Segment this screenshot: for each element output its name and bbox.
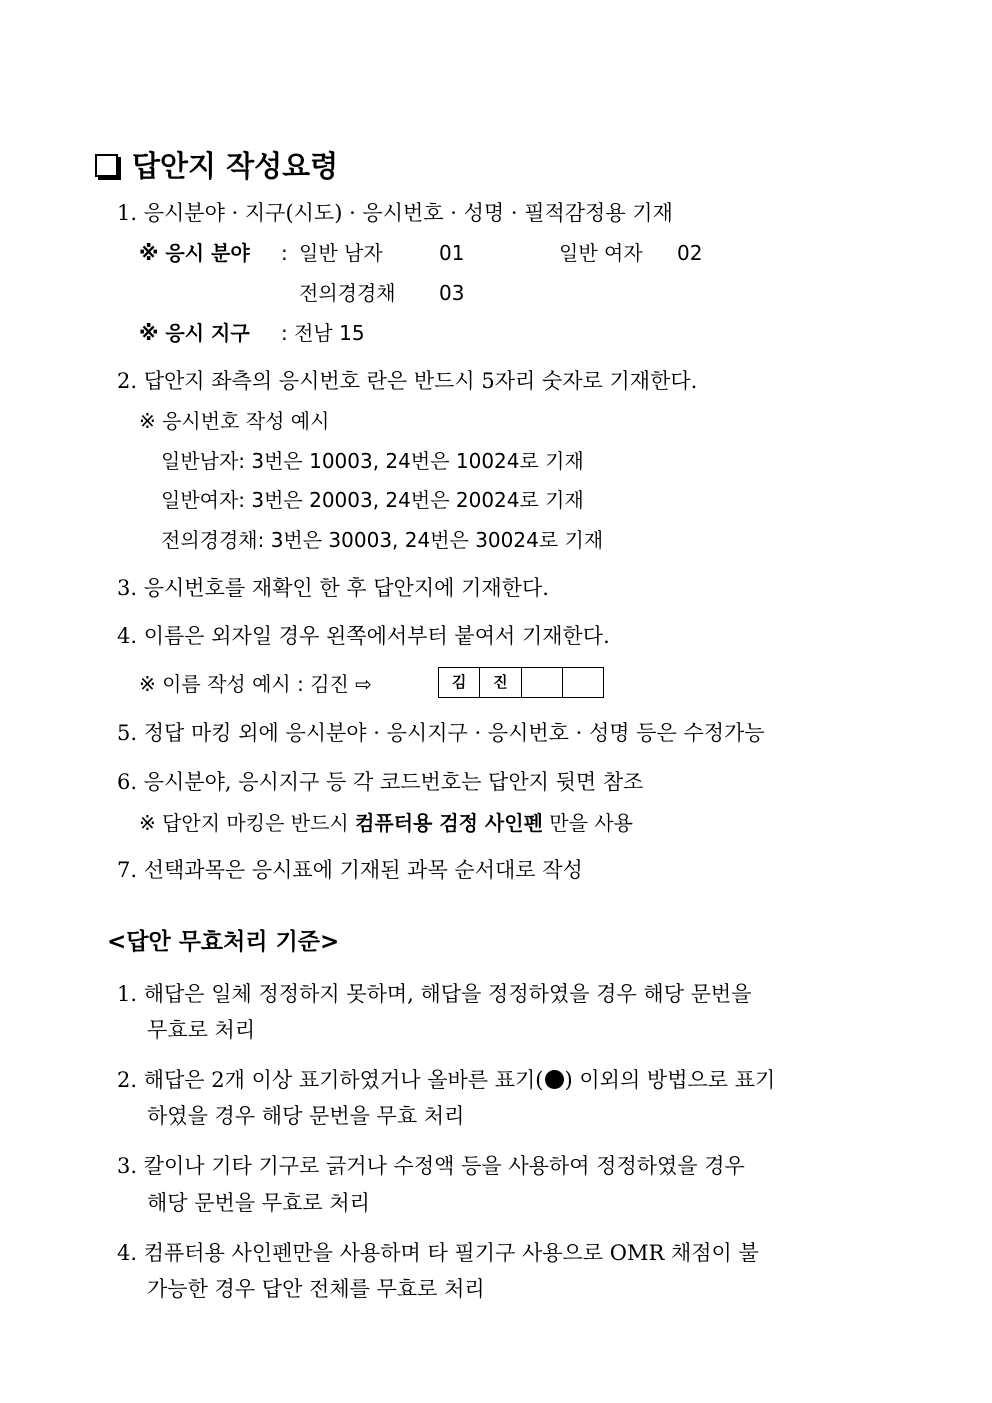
field-label: ※ 응시 분야 <box>139 241 250 265</box>
section-title: 답안지 작성요령 <box>132 149 339 183</box>
rule-1-line-1: 1. 해답은 일체 정정하지 못하며, 해답을 정정하였을 경우 해당 문번을 <box>117 982 752 1006</box>
note-suffix: 만을 사용 <box>549 811 633 835</box>
section-heading <box>95 146 338 186</box>
rule-3-line-1: 3. 칼이나 기타 기구로 긁거나 수정액 등을 사용하여 정정하였을 경우 <box>117 1154 745 1178</box>
rule-2-line-2: 하였을 경우 해당 문번을 무효 처리 <box>147 1104 465 1128</box>
rule-1-line-2: 무효로 처리 <box>147 1018 256 1042</box>
item-2-note: ※ 응시번호 작성 예시 <box>139 409 330 433</box>
name-cell <box>563 668 603 697</box>
item-4: 4. 이름은 외자일 경우 왼쪽에서부터 붙여서 기재한다. <box>117 624 610 648</box>
item-6: 6. 응시분야, 응시지구 등 각 코드번호는 답안지 뒷면 참조 <box>117 770 644 794</box>
general-female-label: 일반 여자 <box>559 241 643 265</box>
rule-2-line-1 <box>117 1065 775 1095</box>
note-emphasis: 컴퓨터용 검정 사인펜 <box>355 811 543 835</box>
rule-2-post: ) 이외의 방법으로 표기 <box>564 1068 776 1092</box>
general-male-label: 일반 남자 <box>299 241 383 265</box>
veteran-label: 전의경경채 <box>299 281 396 305</box>
district-value: : 전남 15 <box>281 321 365 345</box>
item-1: 1. 응시분야 · 지구(시도) · 응시번호 · 성명 · 필적감정용 기재 <box>117 201 673 225</box>
item-4-note: ※ 이름 작성 예시 : 김진 ⇨ <box>139 672 372 696</box>
item-2: 2. 답안지 좌측의 응시번호 란은 반드시 5자리 숫자로 기재한다. <box>117 369 698 393</box>
general-male-code: 01 <box>439 241 465 265</box>
rule-4-line-2: 가능한 경우 답안 전체를 무효로 처리 <box>147 1277 485 1301</box>
example-male: 일반남자: 3번은 10003, 24번은 10024로 기재 <box>161 449 584 473</box>
note-prefix: ※ 답안지 마킹은 반드시 <box>139 811 349 835</box>
name-example-box <box>438 667 604 698</box>
veteran-code: 03 <box>439 281 465 305</box>
filled-circle-icon <box>545 1070 564 1089</box>
rule-3-line-2: 해당 문번을 무효로 처리 <box>147 1191 370 1215</box>
item-5: 5. 정답 마킹 외에 응시분야 · 응시지구 · 응시번호 · 성명 등은 수정가능 <box>117 721 765 745</box>
invalid-heading: <답안 무효처리 기준> <box>107 929 340 955</box>
name-cell <box>522 668 563 697</box>
field-colon: : <box>281 241 288 265</box>
name-cell: 진 <box>480 668 521 697</box>
item-7: 7. 선택과목은 응시표에 기재된 과목 순서대로 작성 <box>117 858 583 882</box>
rule-4-line-1: 4. 컴퓨터용 사인펜만을 사용하며 타 필기구 사용으로 OMR 채점이 불 <box>117 1241 759 1265</box>
district-label: ※ 응시 지구 <box>139 321 250 345</box>
general-female-code: 02 <box>677 241 703 265</box>
ballot-box-icon <box>95 154 118 177</box>
item-6-note <box>139 808 633 838</box>
rule-2-pre: 2. 해답은 2개 이상 표기하였거나 올바른 표기( <box>117 1068 544 1092</box>
example-female: 일반여자: 3번은 20003, 24번은 20024로 기재 <box>161 488 584 512</box>
example-veteran: 전의경경채: 3번은 30003, 24번은 30024로 기재 <box>161 528 604 552</box>
item-3: 3. 응시번호를 재확인 한 후 답안지에 기재한다. <box>117 576 549 600</box>
name-cell: 김 <box>439 668 480 697</box>
